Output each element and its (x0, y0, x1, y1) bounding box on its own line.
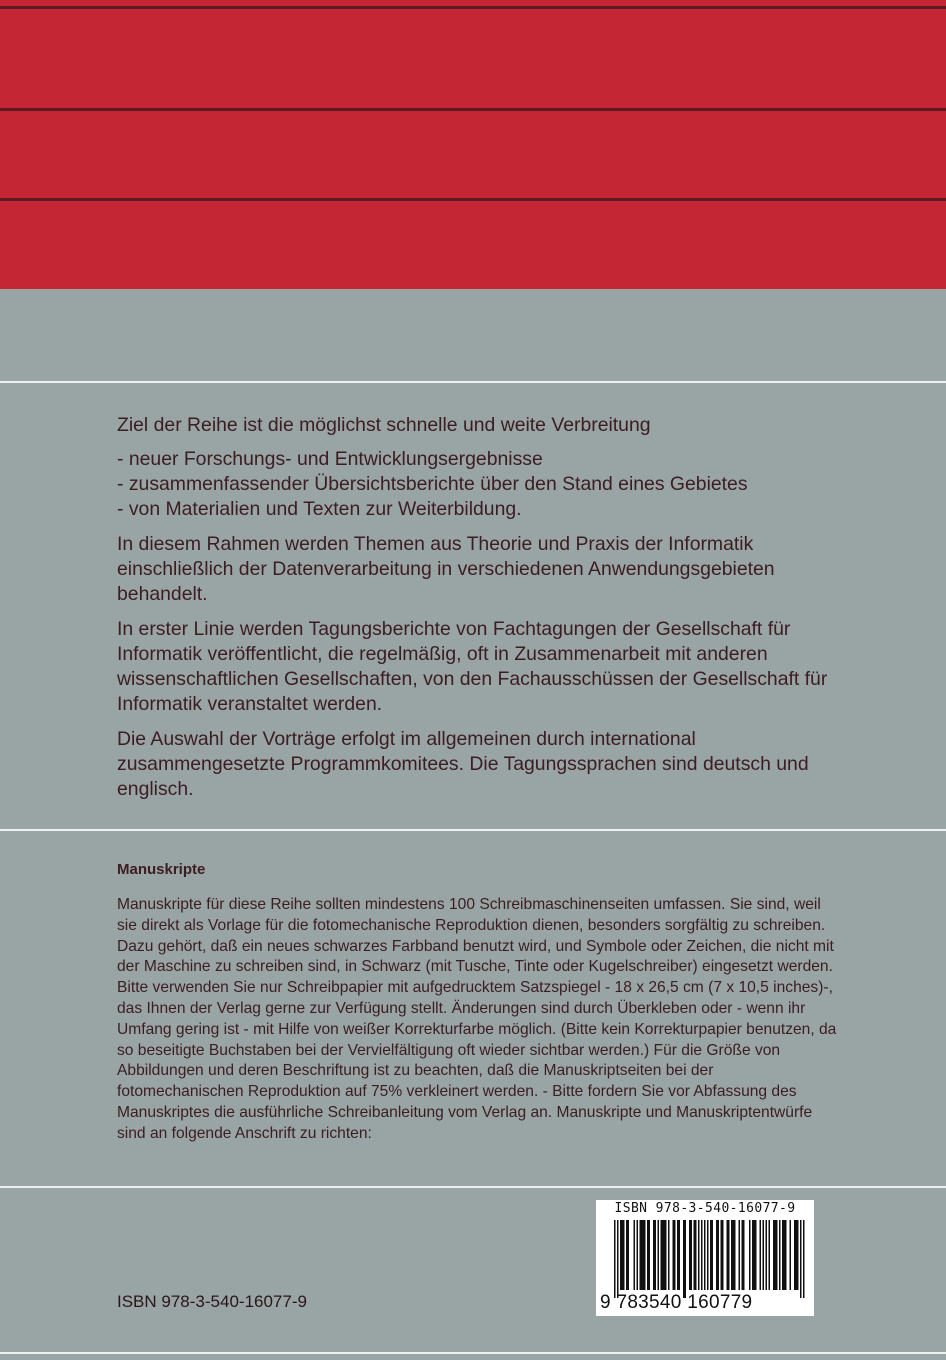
intro-paragraph: In erster Linie werden Tagungsberichte von Fachtagungen der Gesellschaft für Informatik veröffentlicht, die regelmäßig, oft in Zusammenarbeit mit anderen wissenschaftlichen Gesellschaften, von den Fachausschüssen der Gesellschaft für Informatik veranstaltet werden. (117, 618, 828, 715)
intro-paragraph: Die Auswahl der Vorträge erfolgt im allgemeinen durch international zusammengesetzte Programmkomitees. Die Tagungssprachen sind deutsch und englisch. (117, 728, 809, 800)
barcode-bar (712, 1220, 714, 1290)
manuscripts-heading: Manuskripte (117, 861, 206, 878)
series-description (117, 413, 837, 812)
divider-rule (0, 829, 946, 831)
list-item: - neuer Forschungs- und Entwicklungsergebnisse (117, 448, 543, 470)
barcode-bar (626, 1220, 628, 1290)
barcode-bar (622, 1220, 624, 1290)
barcode-bar (796, 1220, 798, 1290)
barcode-bar (689, 1220, 691, 1290)
barcode (596, 1200, 814, 1316)
barcode-bar (733, 1220, 735, 1290)
barcode-bar (614, 1220, 616, 1298)
barcode-bar (617, 1220, 619, 1298)
barcode-bar (647, 1220, 649, 1290)
barcode-bar (668, 1220, 670, 1290)
barcode-bar (665, 1220, 667, 1290)
barcode-bar (718, 1220, 720, 1290)
barcode-bar (644, 1220, 646, 1290)
barcode-bar (649, 1220, 651, 1290)
barcode-bar (803, 1220, 805, 1298)
isbn-label: ISBN 978-3-540-16077-9 (117, 1292, 307, 1311)
barcode-bar (664, 1220, 666, 1290)
list-item: - zusammenfassender Übersichtsberichte über den Stand eines Gebietes (117, 473, 748, 495)
barcode-bar (773, 1220, 775, 1290)
barcode-bar (661, 1220, 663, 1290)
list-item: - von Materialien und Texten zur Weiterbildung. (117, 498, 522, 520)
barcode-bar (716, 1220, 718, 1290)
barcode-bar (721, 1220, 723, 1290)
barcode-bar (779, 1220, 781, 1290)
barcode-bar (685, 1220, 687, 1298)
barcode-bar (760, 1220, 762, 1290)
barcode-bar (694, 1220, 696, 1290)
red-header-band (0, 0, 946, 289)
barcode-isbn-header: ISBN 978-3-540-16077-9 (614, 1201, 796, 1216)
barcode-bar (775, 1220, 777, 1290)
barcode-bar (800, 1220, 802, 1298)
barcode-bar (658, 1220, 660, 1290)
red-band-stripe (0, 6, 946, 9)
barcode-digits: 9 783540 160779 (600, 1292, 753, 1313)
barcode-bar (794, 1220, 796, 1290)
intro-paragraph: In diesem Rahmen werden Themen aus Theorie und Praxis der Informatik einschließlich der Datenverarbeitung in verschiedenen Anwendungsgebieten behandelt. (117, 533, 775, 605)
red-band-stripe (0, 198, 946, 201)
barcode-bar (739, 1220, 741, 1290)
barcode-bar (722, 1220, 724, 1290)
barcode-bar (769, 1220, 771, 1290)
red-band-stripe (0, 108, 946, 111)
manuscripts-section (117, 861, 837, 1145)
barcode-bar (673, 1220, 675, 1290)
barcode-bar (743, 1220, 745, 1290)
barcode-bar (634, 1220, 636, 1290)
barcode-bar (790, 1220, 792, 1290)
barcode-bar (749, 1220, 751, 1290)
barcode-bar (674, 1220, 676, 1290)
barcode-bar (734, 1220, 736, 1290)
barcode-bar (620, 1220, 622, 1290)
barcode-bar (628, 1220, 630, 1290)
barcode-bar (731, 1220, 733, 1290)
barcode-bar (677, 1220, 679, 1290)
barcode-bar (698, 1220, 700, 1290)
barcode-bar (766, 1220, 768, 1290)
barcode-bar (653, 1220, 655, 1290)
barcode-bar (683, 1220, 685, 1298)
barcode-bar (785, 1220, 787, 1290)
barcode-bar (742, 1220, 744, 1290)
barcode-bar (662, 1220, 664, 1290)
barcode-bar (640, 1220, 642, 1290)
barcode-bar (763, 1220, 765, 1290)
barcode-bar (782, 1220, 784, 1290)
divider-rule (0, 1186, 946, 1188)
barcode-bar (784, 1220, 786, 1290)
barcode-bar (754, 1220, 756, 1290)
barcode-bar (623, 1220, 625, 1290)
barcode-bar (655, 1220, 657, 1290)
barcode-bar (727, 1220, 729, 1290)
barcode-bar (704, 1220, 706, 1290)
barcode-bar (710, 1220, 712, 1290)
barcode-bar (695, 1220, 697, 1290)
barcode-bar (755, 1220, 757, 1290)
barcode-bar (679, 1220, 681, 1290)
barcode-bar (797, 1220, 799, 1290)
barcode-bar (776, 1220, 778, 1290)
barcode-bar (643, 1220, 645, 1290)
divider-rule (0, 381, 946, 383)
barcode-bar (637, 1220, 639, 1290)
barcode-bar (641, 1220, 643, 1290)
divider-rule (0, 1352, 946, 1354)
barcode-bar (752, 1220, 754, 1290)
barcode-bar (728, 1220, 730, 1290)
barcode-bar (691, 1220, 693, 1290)
intro-lead: Ziel der Reihe ist die möglichst schnelle und weite Verbreitung (117, 414, 651, 436)
manuscripts-body: Manuskripte für diese Reihe sollten mindestens 100 Schreibmaschinenseiten umfassen. Sie sind, weil sie direkt als Vorlage für die fotomechanische Reproduktion dienen, besonders sorgfältig zu schreiben. Dazu gehört, daß ein neues schwarzes Farbband benutzt wird, und Symbole oder Zeichen, die nicht mit der Maschine zu schreiben sind, in Schwarz (mit Tusche, Tinte oder Kugelschreiber) eingesetzt werden. Bitte verwenden Sie nur Schreibpapier mit aufgedrucktem Satzspiegel - 18 x 26,5 cm (7 x 10,5 inches)-, das Ihnen der Verlag gerne zur Verfügung stellt. Änderungen sind durch Überkleben oder - wenn ihr Umfang gering ist - mit Hilfe von weißer Korrekturfarbe möglich. (Bitte kein Korrekturpapier benutzen, da so beseitigte Buchstaben bei der Vervielfältigung oft wieder sichtbar werden.) Für die Größe von Abbildungen und deren Beschriftung ist zu beachten, daß die Manuskriptseiten bei der fotomechanischen Reproduktion auf 75% verkleinert werden. - Bitte fordern Sie vor Abfassung des Manuskriptes die ausführliche Schreibanleitung vom Verlag an. Manuskripte und Manuskriptentwürfe sind an folgende Anschrift zu richten: (117, 896, 837, 1142)
barcode-bar (707, 1220, 709, 1290)
barcode-bar (701, 1220, 703, 1290)
intro-bullet-list (117, 447, 837, 522)
